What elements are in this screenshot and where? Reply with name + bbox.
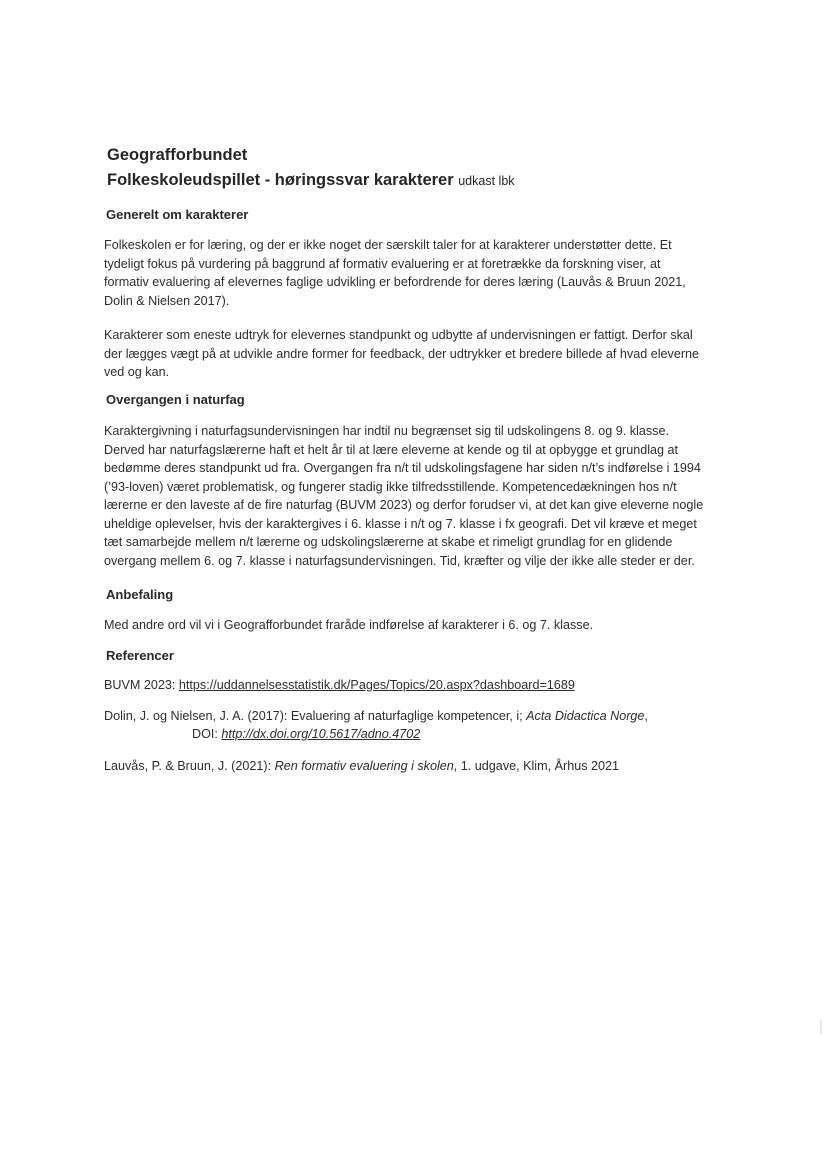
text-line: Folkeskolen er for læring, og der er ikke noget der særskilt taler for at karakterer understøtter dette. Et: [104, 238, 672, 252]
reference-text: Dolin, J. og Nielsen, J. A. (2017): Evaluering af naturfaglige kompetencer, i;: [104, 709, 527, 723]
reference-dolin: [104, 709, 648, 723]
text-line: lærerne er den laveste af de fire naturfag (BUVM 2023) og derfor forudser vi, at det kan give eleverne nogle: [104, 498, 704, 512]
heading-general: Generelt om karakterer: [106, 207, 249, 222]
reference-journal: Acta Didactica Norge: [526, 709, 645, 723]
organisation-name: Geografforbundet: [107, 146, 248, 164]
title-text: Folkeskoleudspillet - høringssvar karakterer: [107, 171, 454, 189]
document-title: [107, 171, 515, 190]
doi-link[interactable]: http://dx.doi.org/10.5617/adno.4702: [221, 727, 421, 741]
reference-doi: [192, 727, 420, 741]
text-line: overgang mellem 6. og 7. klasse i naturfagsundervisningen. Tid, kræfter og vilje der ikke alle steder er der.: [104, 553, 695, 568]
text-line: (’93-loven) været problematisk, og fungerer stadig ikke tilfredsstillende. Kompetencedækningen hos n/t: [104, 479, 677, 494]
text-line: Derved har naturfagslærerne haft et helt år til at lære eleverne at kende og til at opbygge et grundlag at: [104, 442, 679, 457]
reference-text: Lauvås, P. & Bruun, J. (2021):: [104, 759, 275, 773]
text-line: formativ evaluering af elevernes faglige udvikling er befordrende for deres læring (Lauvås & Bruun 2021,: [104, 275, 686, 289]
paragraph-general-2: [104, 326, 744, 382]
reference-prefix: BUVM 2023:: [104, 678, 179, 692]
scan-artifact: [820, 1020, 822, 1034]
reference-lauvaas: [104, 759, 619, 773]
text-line: tydeligt fokus på vurdering på baggrund af formativ evaluering er at foretrække da forskning viser, at: [104, 256, 661, 271]
doi-label: DOI:: [192, 727, 222, 741]
paragraph-transition: [104, 422, 744, 570]
reference-suffix: , 1. udgave, Klim, Århus 2021: [453, 759, 620, 773]
text-line: uheldige oplevelser, hvis der karaktergives i 6. klasse i n/t og 7. klasse i fx geografi. Det vil kræve et meget: [104, 516, 697, 531]
reference-suffix: ,: [644, 709, 648, 723]
text-line: Karakterer som eneste udtryk for elevernes standpunkt og udbytte af undervisningen er fattigt. Derfor skal: [104, 328, 693, 342]
draft-note: udkast lbk: [458, 174, 515, 188]
heading-recommendation: Anbefaling: [106, 587, 174, 602]
text-line: ved og kan.: [104, 365, 170, 379]
text-line: Karaktergivning i naturfagsundervisningen har indtil nu begrænset sig til udskolingens 8. og 9. klasse.: [104, 424, 669, 438]
heading-references: Referencer: [106, 648, 174, 663]
paragraph-general-1: [104, 236, 744, 310]
text-line: Dolin & Nielsen 2017).: [104, 293, 230, 308]
heading-transition: Overgangen i naturfag: [106, 392, 245, 407]
text-line: tæt samarbejde mellem n/t lærerne og udskolingslærerne at skabe et rimeligt grundlag for en glidende: [104, 535, 673, 549]
text-line: der lægges vægt på at udvikle andre former for feedback, der udtrykker et bredere billede af hvad eleverne: [104, 346, 700, 361]
reference-buvm: [104, 678, 575, 692]
paragraph-recommendation: Med andre ord vil vi i Geografforbundet fraråde indførelse af karakterer i 6. og 7. klasse.: [104, 618, 594, 632]
text-line: bedømme deres standpunkt ud fra. Overgangen fra n/t til udskolingsfagene har siden n/t’s indførelse i 1994: [104, 461, 701, 475]
reference-link[interactable]: https://uddannelsesstatistik.dk/Pages/Topics/20.aspx?dashboard=1689: [178, 678, 575, 692]
reference-book: Ren formativ evaluering i skolen: [274, 759, 454, 773]
